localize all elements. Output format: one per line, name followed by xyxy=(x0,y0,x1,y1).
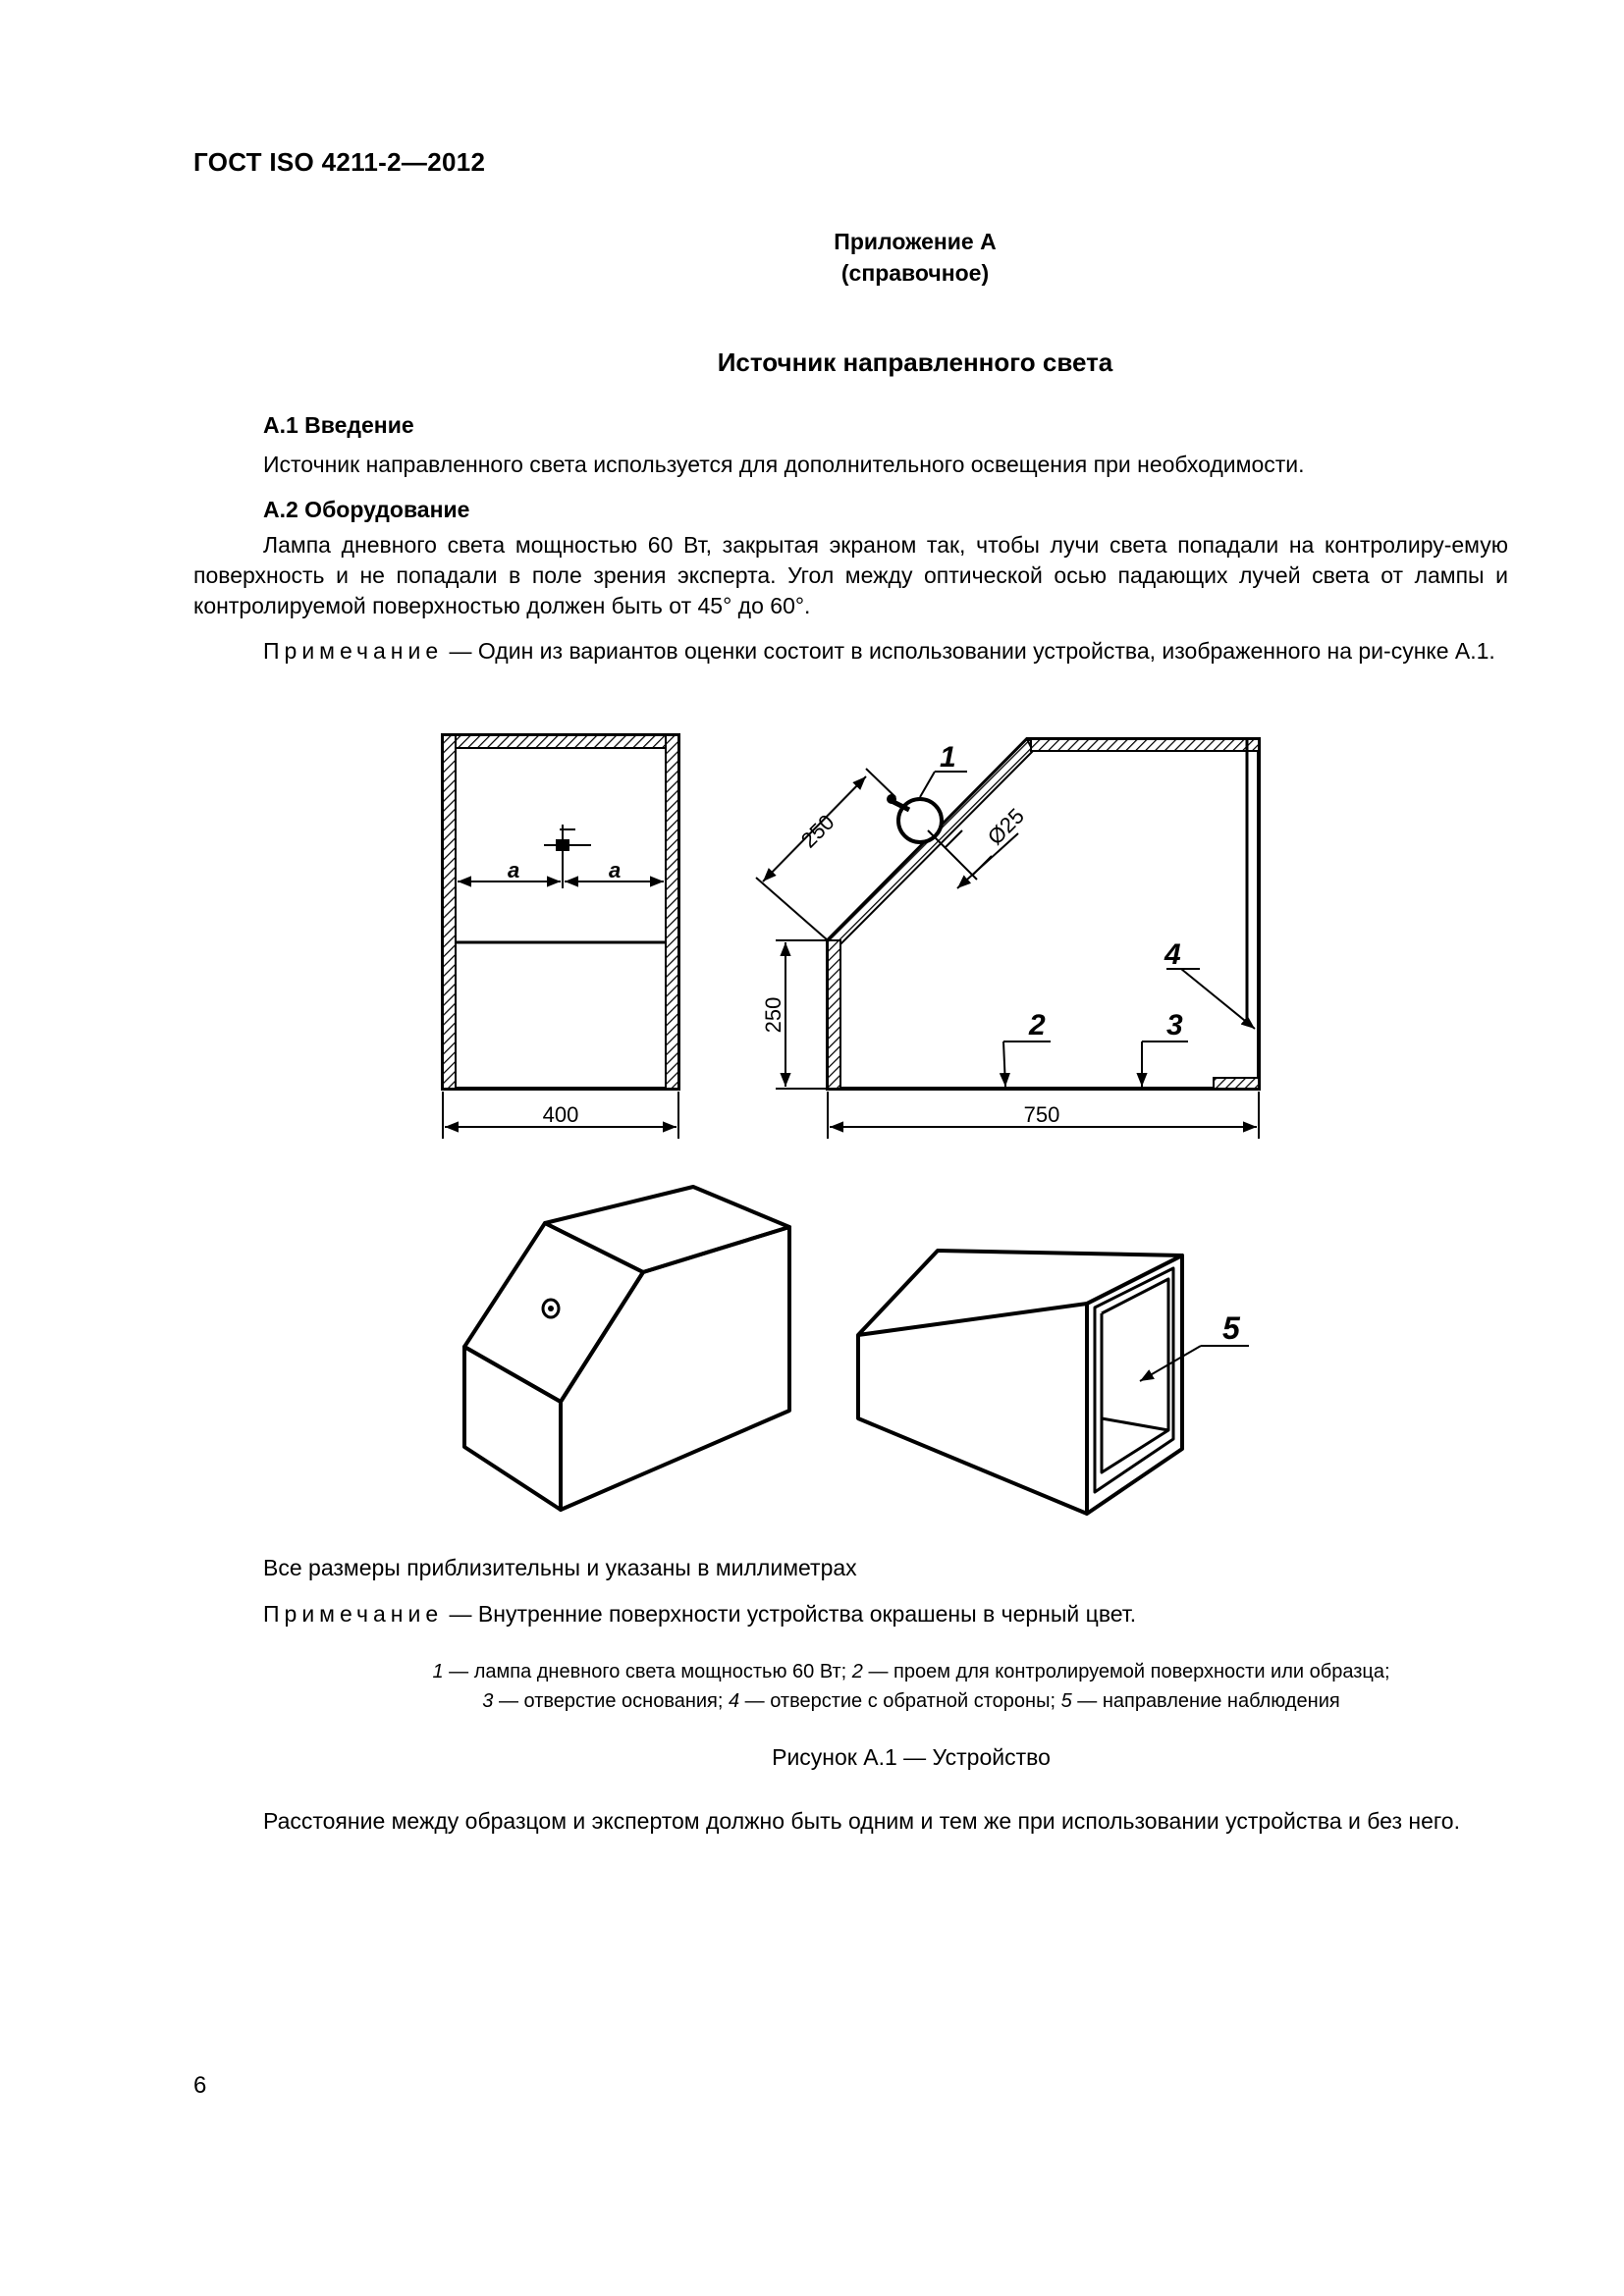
heading-a1: А.1 Введение xyxy=(263,412,414,438)
callout-4: 4 xyxy=(1164,938,1181,971)
closing-paragraph: Расстояние между образцом и экспертом должно быть одним и тем же при использовании устройства и без него. xyxy=(263,1808,1460,1834)
legend-text-4: — отверстие с обратной стороны; xyxy=(739,1690,1061,1712)
callout-1: 1 xyxy=(940,741,956,774)
dim-a-left: a xyxy=(508,858,520,882)
isometric-view-back xyxy=(858,1251,1182,1514)
figure-caption: Рисунок А.1 — Устройство xyxy=(772,1744,1051,1770)
dim-250-slant: 250 xyxy=(795,809,839,853)
dim-a-right: a xyxy=(609,858,622,882)
front-view xyxy=(443,735,678,1139)
isometric-view-front xyxy=(464,1187,789,1510)
note-1-text: — Один из вариантов оценки состоит в использовании устройства, изображенного на ри-сунке А.1. xyxy=(443,638,1495,664)
legend-line-2 xyxy=(198,1686,1624,1716)
dimensions-note: Все размеры приблизительны и указаны в миллиметрах xyxy=(263,1555,857,1580)
legend-text-2: — проем для контролируемой поверхности или образца; xyxy=(862,1661,1390,1682)
legend-num-2: 2 xyxy=(851,1661,863,1682)
dim-400: 400 xyxy=(542,1102,579,1127)
figure-legend xyxy=(0,1657,1624,1716)
dim-250-vertical: 250 xyxy=(761,996,785,1034)
note-2-label: Примечание xyxy=(263,1601,444,1627)
legend-num-4: 4 xyxy=(729,1690,740,1712)
note-1-label: Примечание xyxy=(263,638,444,664)
paragraph-a1: Источник направленного света используется для дополнительного освещения при необходимости. xyxy=(263,452,1305,477)
legend-line-1 xyxy=(198,1657,1624,1686)
annex-title: Приложение А xyxy=(834,229,997,254)
note-2 xyxy=(193,1599,1508,1629)
side-view xyxy=(756,739,1259,1139)
dim-diameter: Ø25 xyxy=(982,803,1029,850)
legend-num-3: 3 xyxy=(482,1690,494,1712)
callout-3: 3 xyxy=(1166,1009,1183,1041)
document-header: ГОСТ ISO 4211-2—2012 xyxy=(193,147,486,177)
legend-num-1: 1 xyxy=(432,1661,444,1682)
legend-text-3: — отверстие основания; xyxy=(493,1690,729,1712)
page-number: 6 xyxy=(193,2072,207,2099)
legend-text-1: — лампа дневного света мощностью 60 Вт; xyxy=(443,1661,852,1682)
heading-a2: А.2 Оборудование xyxy=(263,497,470,522)
annex-subtitle: (справочное) xyxy=(840,260,990,286)
callout-2: 2 xyxy=(1029,1009,1046,1041)
legend-text-5: — направление наблюдения xyxy=(1071,1690,1340,1712)
section-title: Источник направленного света xyxy=(717,347,1113,377)
legend-num-5: 5 xyxy=(1060,1690,1072,1712)
dim-750: 750 xyxy=(1023,1102,1060,1127)
note-2-text: — Внутренние поверхности устройства окрашены в черный цвет. xyxy=(443,1601,1137,1627)
callout-5: 5 xyxy=(1222,1310,1240,1346)
paragraph-a2: Лампа дневного света мощностью 60 Вт, закрытая экраном так, чтобы лучи света попадали на контролиру-емую поверхность и не попадали в поле зрения эксперта. Угол между оптической осью падающих лучей света от лампы и контролируемой поверхностью должен быть от 45° до 60°. xyxy=(193,532,1508,618)
